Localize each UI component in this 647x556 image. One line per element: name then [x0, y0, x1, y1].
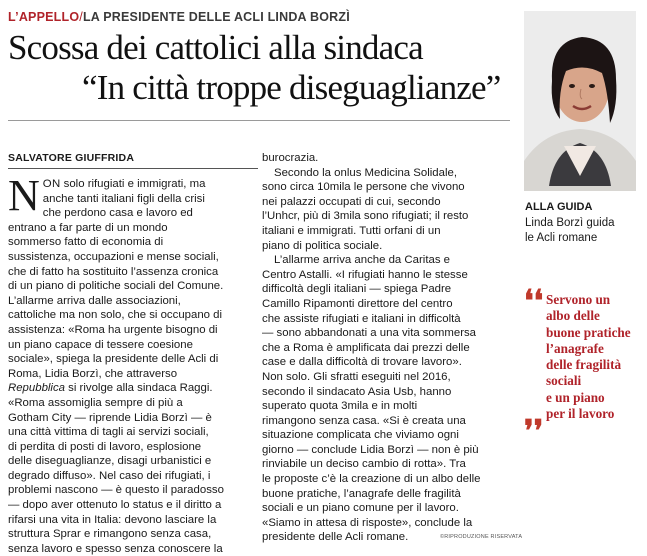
text-line: una città vittima di tagli ai servizi sociali, [8, 426, 209, 439]
text-line: Gotham City — riprende Lidia Borzì — è [8, 411, 212, 424]
column-1-opening [8, 171, 270, 221]
pull-quote-line: delle fragilità [546, 357, 622, 373]
headline-divider [8, 120, 510, 121]
portrait-photo [524, 11, 636, 191]
headline-line-1: Scossa dei cattolici alla sindaca [8, 28, 423, 67]
text-fragment: si rivolge alla sindaca Raggi. [65, 382, 213, 395]
text-line [262, 166, 514, 181]
text-line: rimangono senza casa. «Si è creata una [262, 414, 466, 427]
article-headline [8, 28, 518, 108]
article-column-2 [262, 151, 514, 545]
text-line: — sono abbandonati a una vita sommersa [262, 327, 477, 340]
text-line: che di fatto ha sostituito l’assenza cronica [8, 265, 219, 278]
text-line: senza lavoro e spesso senza conoscere la [8, 542, 223, 555]
article-column-1 [8, 171, 270, 556]
text-line: struttura Sprar e rimangono senza casa, [8, 528, 212, 541]
text-line: — dopo aver ottenuto lo status e il diritto a [8, 499, 222, 512]
pull-quote-line: buone pratiche [546, 324, 631, 340]
text-line: anche tanti italiani figli della crisi [42, 192, 205, 205]
author-byline: SALVATORE GIUFFRIDA [8, 152, 135, 164]
portrait-illustration [524, 11, 636, 191]
text-line: sussistenza, occupazioni e mense sociali, [8, 250, 219, 263]
text-line: assistenza: «Roma ha urgente bisogno di [8, 323, 218, 336]
headline-line-2: “In città troppe diseguaglianze” [82, 68, 501, 107]
newspaper-name: Repubblica [8, 382, 65, 395]
pull-quote [546, 292, 646, 422]
text-line: secondo il sindacato Asia Usb, hanno [262, 385, 452, 398]
text-line: nei palazzi occupati di cui, secondo [262, 195, 441, 208]
pull-quote-line: e un piano [546, 389, 605, 405]
text-fragment: L’allarme arriva anche da Caritas e [274, 254, 451, 267]
caption-line: le Acli romane [525, 232, 598, 244]
text-line: cattoliche ma non solo, che si occupano di [8, 309, 223, 322]
text-line: italiani e immigrati. Tutti orfani di un [262, 224, 441, 237]
copyright-credit: ©RIPRODUZIONE RISERVATA [440, 534, 523, 540]
text-line: case e dalla difficoltà di trovare lavoro». [262, 356, 462, 369]
text-line [8, 381, 270, 396]
text-line: di un piano di politiche sociali del Comune. [8, 280, 224, 293]
text-line: sociali e un piano comune per il lavoro. [262, 502, 459, 515]
text-line: che perdono casa e lavoro ed [42, 207, 193, 220]
text-line: le proposte c’è la creazione di un albo delle [262, 473, 481, 486]
kicker-topic: LA PRESIDENTE DELLE ACLI LINDA BORZÌ [82, 10, 350, 24]
text-line: buone pratiche, l’anagrafe delle fragilità [262, 487, 461, 500]
pull-quote-line: sociali [546, 373, 582, 389]
text-line: piano di politica sociale. [262, 239, 383, 252]
text-fragment: Secondo la onlus Medicina Solidale, [274, 166, 458, 179]
article-kicker [8, 10, 508, 24]
text-line: solo rifugiati e immigrati, ma [60, 178, 206, 190]
drop-cap: N [8, 171, 40, 220]
kicker-section: L’APPELLO [8, 10, 80, 24]
pull-quote-line: per il lavoro [546, 406, 615, 422]
text-line [262, 253, 514, 268]
text-line: un piano capace di tessere coesione [8, 338, 193, 351]
text-line: rinviabile un deciso cambio di rotta». Tra [262, 458, 466, 471]
text-line: superato quota 3mila e in molti [262, 400, 418, 413]
byline-divider [8, 168, 258, 169]
text-line: di perdita di posti di lavoro, esplosione [8, 440, 202, 453]
text-line: che a Roma è amplificata dai prezzi delle [262, 341, 470, 354]
text-line: Roma, Lidia Borzì, che attraverso [8, 367, 178, 380]
text-line: Non solo. Gli sfratti eseguiti nel 2016, [262, 370, 451, 383]
text-line: «Siamo in attesa di risposte», conclude la [262, 516, 473, 529]
text-line: che assiste rifugiati e italiani in difficoltà [262, 312, 461, 325]
kicker-slash: / [79, 10, 83, 24]
text-line: rifarsi una vita in Italia: devono lasciare la [8, 513, 217, 526]
text-line: degrado diffuso». Nel caso dei rifugiati, i [8, 469, 211, 482]
opening-word: ON [42, 178, 61, 190]
pull-quote-line: Servono un [546, 292, 611, 307]
text-line: delle diseguaglianze, disagi urbanistici e [8, 455, 212, 468]
text-line: sono circa 10mila le persone che vivono [262, 181, 465, 194]
text-line: L’allarme arriva dalle associazioni, [8, 294, 181, 307]
text-line: entrano a far parte di un mondo [8, 221, 168, 234]
text-line: difficoltà degli italiani — spiega Padre [262, 283, 452, 296]
text-line: giorno — conclude Lidia Borzì — non è più [262, 443, 479, 456]
text-line: l’Unhcr, più di 3mila sono rifugiati; il resto [262, 210, 469, 223]
pull-quote-line: l’anagrafe [546, 340, 604, 356]
text-line: problemi nascono — è questo il paradosso [8, 484, 224, 497]
caption-line: Linda Borzì guida [525, 217, 615, 229]
close-quote-icon: ❜❜ [524, 415, 544, 448]
text-line: sociale», spiega la presidente delle Acli di [8, 353, 219, 366]
text-line: sommerso fatto di economia di [8, 236, 164, 249]
text-line: burocrazia. [262, 152, 319, 164]
photo-caption [525, 216, 643, 246]
text-line: «Roma assomiglia sempre di più a [8, 396, 183, 409]
text-line: presidente delle Acli romane. [262, 531, 409, 544]
open-quote-icon: ❛❛ [524, 285, 544, 318]
pull-quote-line: albo delle [546, 308, 600, 324]
text-line: Camillo Ripamonti direttore del centro [262, 297, 453, 310]
text-line: Centro Astalli. «I rifugiati hanno le stesse [262, 268, 468, 281]
text-line: situazione complicata che viviamo ogni [262, 429, 459, 442]
photo-caption-kicker: ALLA GUIDA [525, 201, 593, 213]
